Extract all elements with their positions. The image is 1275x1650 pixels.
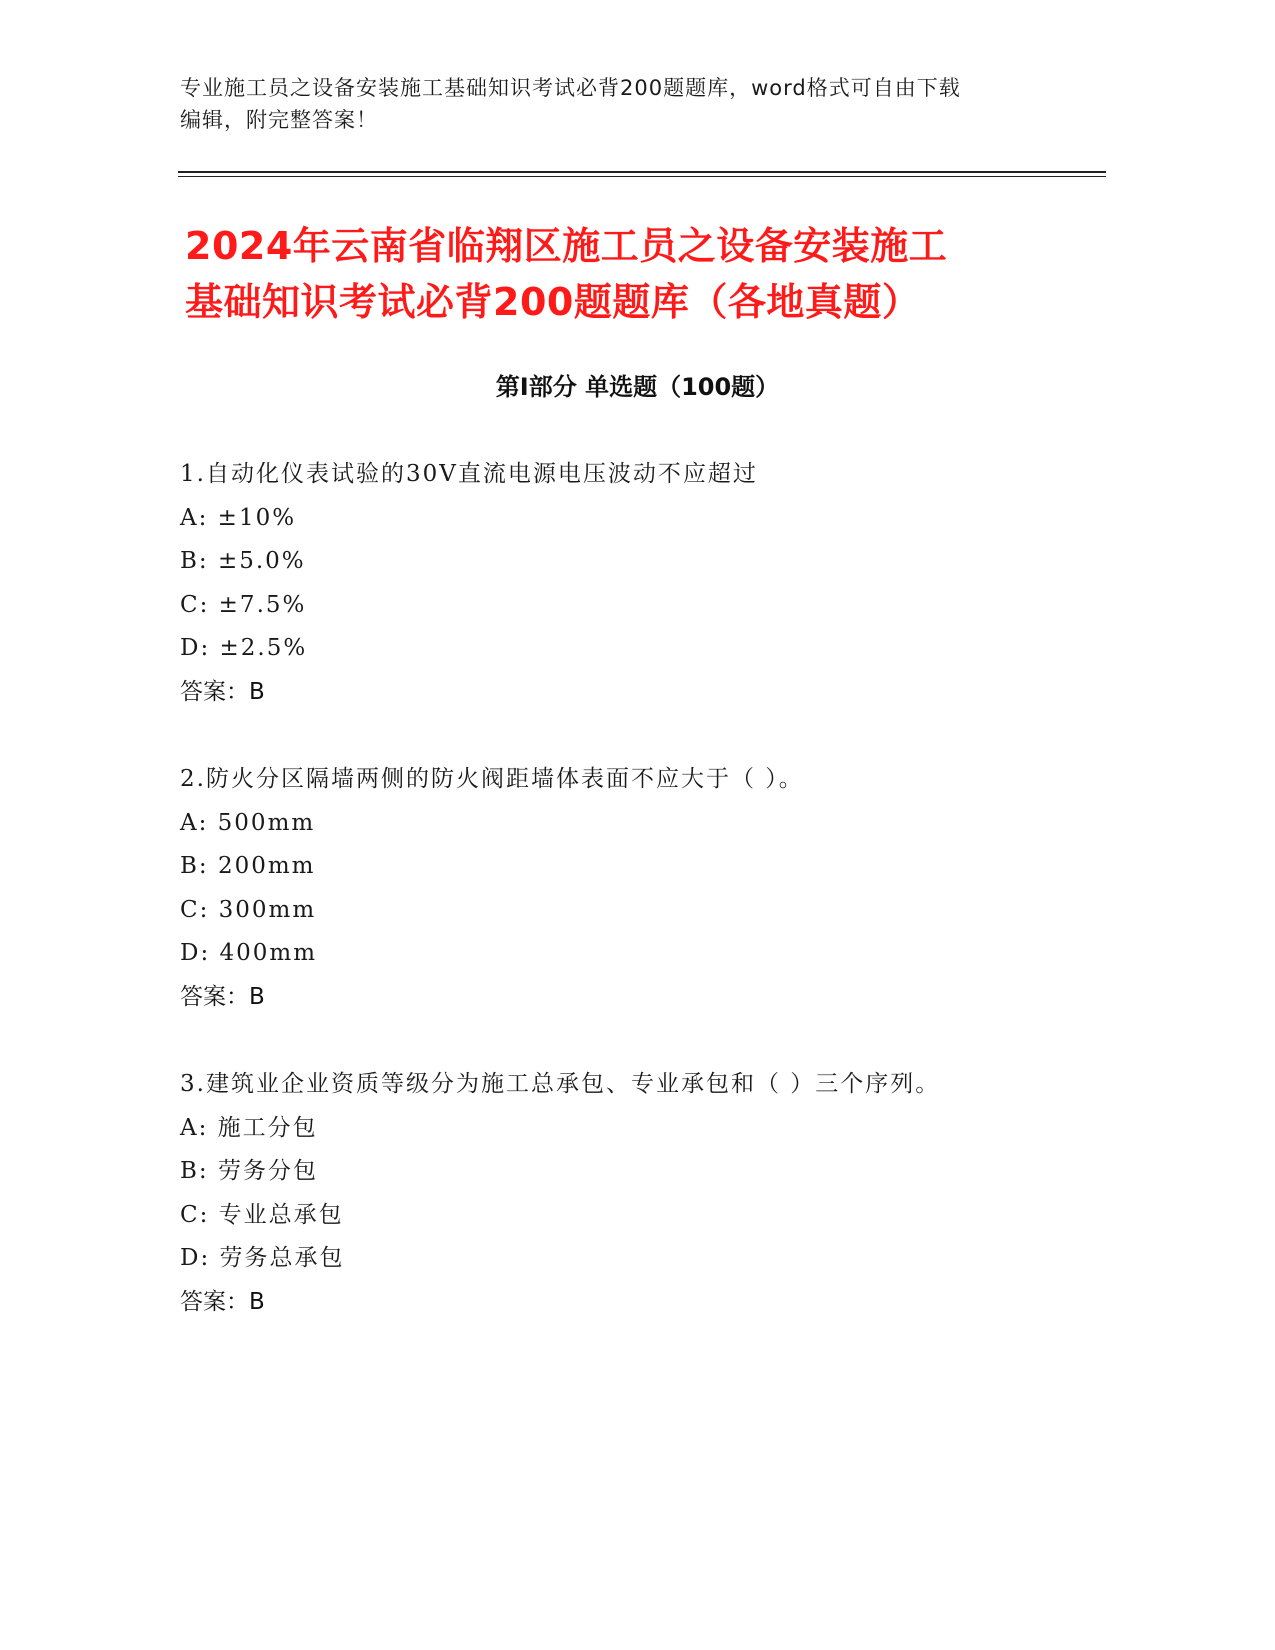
question-2-answer: 答案：B	[180, 983, 265, 1010]
document-title-line-2: 基础知识考试必背200题题库（各地真题）	[185, 280, 921, 324]
header-note-line-1: 专业施工员之设备安装施工基础知识考试必背200题题库，word格式可自由下载	[180, 76, 961, 100]
question-1-option-a: A: ±10%	[180, 504, 297, 531]
question-2-option-a: A: 500mm	[180, 809, 316, 836]
question-3-answer: 答案：B	[180, 1288, 265, 1315]
header-divider-thick	[178, 171, 1106, 173]
question-1-answer: 答案：B	[180, 678, 265, 705]
document-title	[185, 218, 1065, 330]
question-2	[180, 758, 1080, 1019]
question-3-option-d: D: 劳务总承包	[180, 1245, 345, 1271]
question-2-option-d: D: 400mm	[180, 940, 318, 966]
question-1-option-b: B: ±5.0%	[180, 548, 306, 574]
question-1-option-c: C: ±7.5%	[180, 591, 307, 618]
question-3	[180, 1063, 1080, 1324]
question-2-text: 2.防火分区隔墙两侧的防火阀距墙体表面不应大于（ ）。	[180, 766, 804, 792]
question-3-option-c: C: 专业总承包	[180, 1201, 344, 1228]
question-2-option-b: B: 200mm	[180, 853, 316, 879]
question-1-option-d: D: ±2.5%	[180, 635, 308, 661]
header-note-line-2: 编辑，附完整答案！	[180, 108, 378, 132]
question-1	[180, 453, 1080, 714]
question-3-option-a: A: 施工分包	[180, 1114, 318, 1141]
header-divider-thin	[178, 176, 1106, 177]
section-title: 第Ⅰ部分 单选题（100题）	[495, 373, 780, 401]
header-note	[180, 72, 1040, 136]
question-3-text: 3.建筑业企业资质等级分为施工总承包、专业承包和（ ）三个序列。	[180, 1071, 941, 1097]
question-1-text: 1.自动化仪表试验的30V直流电源电压波动不应超过	[180, 461, 758, 487]
question-3-option-b: B: 劳务分包	[180, 1158, 318, 1184]
question-2-option-c: C: 300mm	[180, 896, 317, 923]
document-title-line-1: 2024年云南省临翔区施工员之设备安装施工	[185, 224, 948, 268]
